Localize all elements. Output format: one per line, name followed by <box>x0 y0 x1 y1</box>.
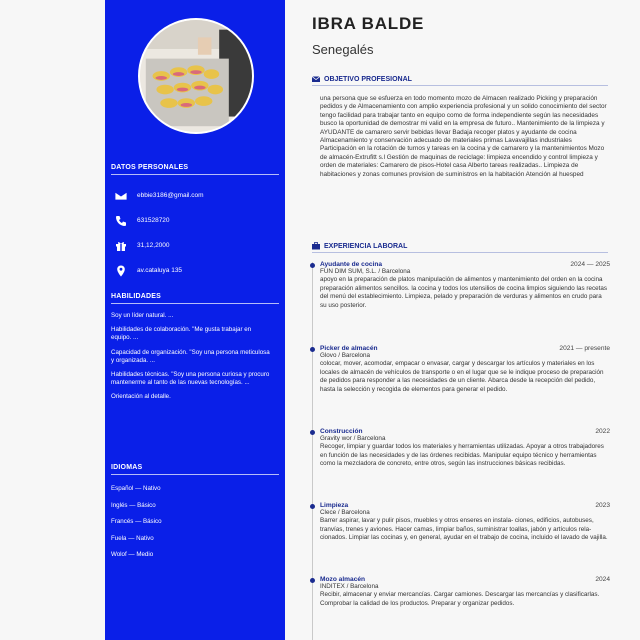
candidate-nationality: Senegalés <box>312 42 374 57</box>
job-title: Ayudante de cocina <box>320 261 383 268</box>
language-item: Español — Nativo <box>111 485 161 492</box>
job-company: INDITEX / Barcelona <box>320 583 379 590</box>
phone-icon <box>115 215 127 227</box>
job-entry <box>320 345 610 394</box>
job-company: Glovo / Barcelona <box>320 352 371 359</box>
timeline-dot <box>310 504 315 509</box>
job-title: Limpieza <box>320 502 349 509</box>
skill-item: Capacidad de organización. "Soy una persona meticulosa y organizada. ... <box>111 348 270 364</box>
birthdate-value: 31,12,2000 <box>137 242 170 249</box>
objective-title: OBJETIVO PROFESIONAL <box>324 75 412 83</box>
job-entry <box>320 261 610 310</box>
job-description: Barrer aspirar, lavar y pulir pisos, muebles y otros enseres en instala- ciones, edificios, autobuses, tranvías, trenes y aviones. Hacer camas, limpiar baños, suministrar toallas, jabón y artículos rela- cionados. Limpiar las cocinas y, en general, ayudar en el trabajo de cocina, incluido el lavado de vajilla. <box>320 517 608 542</box>
email-value: ebbie3186@gmail.com <box>137 192 204 199</box>
job-company: FUN DIM SUM, S.L. / Barcelona <box>320 268 411 275</box>
phone-value: 631528720 <box>137 217 170 224</box>
objective-text: una persona que se esfuerza en todo momento mozo de Almacen realizado Picking y preparación pedidos y de Almacenamiento con amplio experiencia profesional y un solido conocimiento del sector tengo facilidad para trabajar tanto en equipo como de forma independiente según las necesidades busco la oportunidad de demostrar mi valid en la empresa de futuro.. Mantenimiento de la limpieza y AYUDANTE de camarero servir bebidas llevar Badaja recoger platos y ayudante de cocina Almacenamiento y conservación adecuado de materiales primas Lavavajillas industriales Participación en la rotación de turnos y tareas en la cocina y de camarero y la mantenimientos Mozo de almacén-Extrufitt s.l Gestión de maquinas de reciclage: limpieza encendido y control limpieza y orden de materiales: Camarero de pisos-Hotel casa Alberto tareas realizadas.. Limpieza de habitaciones y zonas comunes provision de suministros en la habitación Atención al huesped <box>320 95 607 178</box>
main-content <box>304 0 622 640</box>
job-dates: 2021 — presente <box>559 345 610 352</box>
job-description: Recoger, limpiar y guardar todos los materiales y herramientas utilizadas. Apoyar a otros trabajadores en función de las necesidades y de las órdenes recibidas. Manipular equipo técnico y herramientas como la mezcladora de concreto, entre otros, según las instrucciones básicas recibidas. <box>320 443 604 468</box>
timeline-dot <box>310 263 315 268</box>
briefcase-icon <box>312 242 320 250</box>
profile-photo-image <box>140 20 252 132</box>
skills-section <box>111 293 279 402</box>
job-title: Mozo almacén <box>320 576 366 583</box>
contact-birthdate <box>111 233 279 258</box>
experience-title: EXPERIENCIA LABORAL <box>324 242 408 250</box>
timeline-dot <box>310 430 315 435</box>
gift-icon <box>115 240 127 252</box>
job-entry <box>320 576 610 608</box>
profile-photo <box>138 18 254 134</box>
timeline-dot <box>310 578 315 583</box>
job-title: Construcción <box>320 428 363 435</box>
job-description: apoyo en la preparación de platos manipulación de alimentos y mantenimiento del orden en la cocina preparación alimentos sencillos. la cocina y todos los utensilios de cocina limpios siguiendo las recetas del menú del establecimiento. Limpieza, pelado y preparación de verduras y alimentos en crudo para su uso posterior. <box>320 276 608 309</box>
skill-item: Soy un líder natural. ... <box>111 312 174 319</box>
job-dates: 2024 — 2025 <box>570 261 610 268</box>
personal-data-section <box>111 164 279 283</box>
skill-item: Habilidades técnicas. "Soy una persona curiosa y procuro mantenerme al tanto de las nuevas tecnologías. ... <box>111 371 270 387</box>
language-item: Inglés — Básico <box>111 501 156 509</box>
language-item: Wolof — Medio <box>111 551 154 558</box>
timeline-dot <box>310 347 315 352</box>
address-value: av.cataluya 135 <box>137 267 183 274</box>
job-title: Picker de almacén <box>320 345 378 352</box>
envelope-icon <box>115 190 127 202</box>
contact-phone <box>111 208 279 233</box>
contact-address <box>111 258 279 283</box>
job-description: colocar, mover, acomodar, empacar o envasar, cargar y descargar los artículos y materiales en los locales de almacén de vehículos de transporte o en el lugar que se le indique proceso de preparación de pedidos para responder a las necesidades de un cliente. Abarca desde la recepción del pedido, hasta la selección y recogida de elementos para generar el pedido. <box>320 360 604 393</box>
envelope-icon <box>312 75 320 83</box>
location-pin-icon <box>115 265 127 277</box>
job-company: Clece / Barcelona <box>320 509 370 516</box>
timeline-line <box>312 262 313 640</box>
job-dates: 2023 <box>595 502 610 509</box>
job-description: Recibir, almacenar y enviar mercancías. Cargar camiones. Descargar las mercancías y clasificarlas. Comprobar la calidad de los productos. Preparar y organizar pedidos. <box>320 591 600 607</box>
language-item: Francés — Básico <box>111 518 162 525</box>
job-entry <box>320 428 610 469</box>
job-entry <box>320 502 610 543</box>
skill-item: Habilidades de colaboración. "Me gusta trabajar en equipo. ... <box>111 326 252 342</box>
candidate-name: IBRA BALDE <box>312 14 425 33</box>
contact-email <box>111 183 279 208</box>
languages-title: IDIOMAS <box>111 464 279 475</box>
job-dates: 2022 <box>595 428 610 435</box>
languages-section <box>111 464 279 564</box>
sidebar <box>105 0 285 640</box>
objective-header <box>312 75 608 86</box>
skills-title: HABILIDADES <box>111 293 279 304</box>
job-company: Gravity wor / Barcelona <box>320 435 386 442</box>
skill-item: Orientación al detalle. <box>111 393 171 401</box>
personal-data-title: DATOS PERSONALES <box>111 164 279 175</box>
job-dates: 2024 <box>595 576 610 583</box>
experience-header <box>312 242 608 253</box>
language-item: Fuela — Nativo <box>111 534 154 542</box>
